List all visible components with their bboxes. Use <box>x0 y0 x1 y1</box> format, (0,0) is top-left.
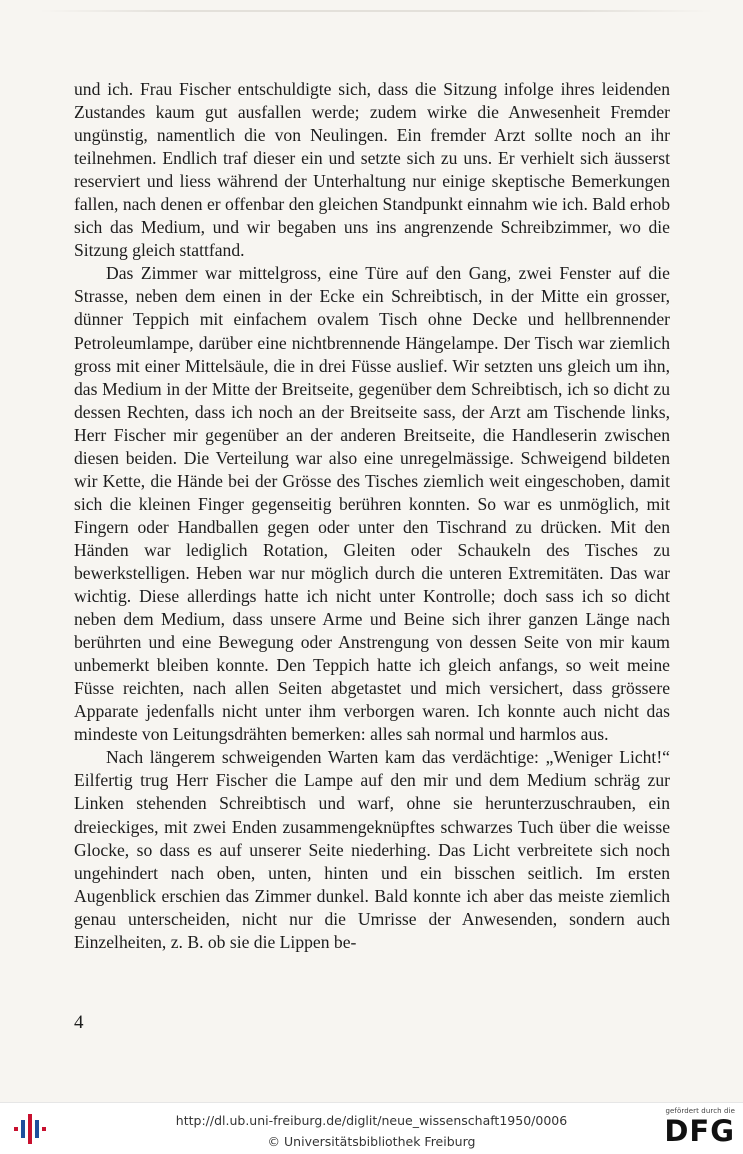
page-number: 4 <box>74 1012 84 1033</box>
copyright-text: © Universitätsbibliothek Freiburg <box>267 1134 476 1149</box>
body-text <box>74 78 670 954</box>
sponsor-note: gefördert durch die <box>665 1107 735 1115</box>
paragraph-2: Das Zimmer war mittelgross, eine Türe auf den Gang, zwei Fenster auf die Strasse, neben dem einen in der Ecke ein Schreibtisch, in der Mitte ein grosser, dünner Teppich mit einfachem ovalem Tisch ohne Decke und hellbrennender Petroleumlampe, darüber eine nichtbrennende Hängelampe. Der Tisch war ziemlich gross mit einer Mittelsäule, die in drei Füsse auslief. Wir setzten uns gleich um ihn, das Medium in der Mitte der Breitseite, gegenüber dem Schreibtisch, ich so dicht zu dessen Rechten, dass ich noch an der Breitseite sass, der Arzt am Tischende links, Herr Fischer mir gegenüber an der anderen Breitseite, die Handleserin zwischen diesen beiden. Die Verteilung war also eine unregelmässige. Schweigend bildeten wir Kette, die Hände bei der Grösse des Tisches ziemlich weit eingeschoben, damit sich die kleinen Finger gegenseitig berühren konnten. So war es unmöglich, mit Fingern oder Handballen gegen oder unter den Tischrand zu drücken. Mit den Händen war lediglich Rotation, Gleiten oder Schaukeln des Tisches zu bewerkstelligen. Heben war nur möglich durch die unteren Extremitäten. Das war wichtig. Diese allerdings hatte ich nicht unter Kontrolle; doch sass ich so dicht neben dem Medium, dass unsere Arme und Beine sich ihrer ganzen Länge nach berührten und eine Bewegung oder Anstrengung von dessen Seite von mir kaum unbemerkt bleiben konnte. Den Teppich hatte ich gleich anfangs, so weit meine Füsse reichten, nach allen Seiten abgetastet und mich versichert, dass grössere Apparate jedenfalls nicht unter ihm verborgen waren. Ich konnte auch nicht das mindeste von Leitungsdrähten bemerken: alles sah normal und harmlos aus. <box>74 263 670 745</box>
source-url-link[interactable]: http://dl.ub.uni-freiburg.de/diglit/neue_wissenschaft1950/0006 <box>175 1113 568 1128</box>
paragraph-3: Nach längerem schweigenden Warten kam das verdächtige: „Weniger Licht!“ Eilfertig trug Herr Fischer die Lampe auf den mir und dem Medium schräg zur Linken stehenden Schreibtisch und warf, ohne sie herunterzuschrauben, ein dreieckiges, mit zwei Enden zusammengeknüpftes schwarzes Tuch über die weisse Glocke, so dass es auf unserer Seite niederhing. Das Licht verbreitete sich noch ungehindert nach oben, unten, hinten und ein bisschen seitlich. Im ersten Augenblick erschien das Zimmer dunkel. Bald konnte ich aber das meiste ziemlich genau unterscheiden, nicht nur die Umrisse der Anwesenden, sondern auch Einzelheiten, z. B. ob sie die Lippen be- <box>74 747 670 952</box>
page-top-edge <box>40 10 713 12</box>
paragraph-1: und ich. Frau Fischer entschuldigte sich, dass die Sitzung infolge ihres leidenden Zustandes kaum gut ausfallen werde; zudem wirke die Anwesenheit Fremder ungünstig, namentlich die von Neulingen. Ein fremder Arzt sollte noch an ihr teilnehmen. Endlich traf dieser ein und setzte sich zu uns. Er verhielt sich äusserst reserviert und liess während der Unterhaltung nur einige skeptische Bemerkungen fallen, nach denen er offenbar den gleichen Standpunkt einnahm wie ich. Bald erhob sich das Medium, und wir begaben uns ins angrenzende Schreibzimmer, wo die Sitzung gleich stattfand. <box>74 79 670 261</box>
dfg-wordmark: DFG <box>664 1114 735 1148</box>
dfg-logo <box>655 1107 735 1151</box>
footer-bar <box>0 1102 743 1154</box>
